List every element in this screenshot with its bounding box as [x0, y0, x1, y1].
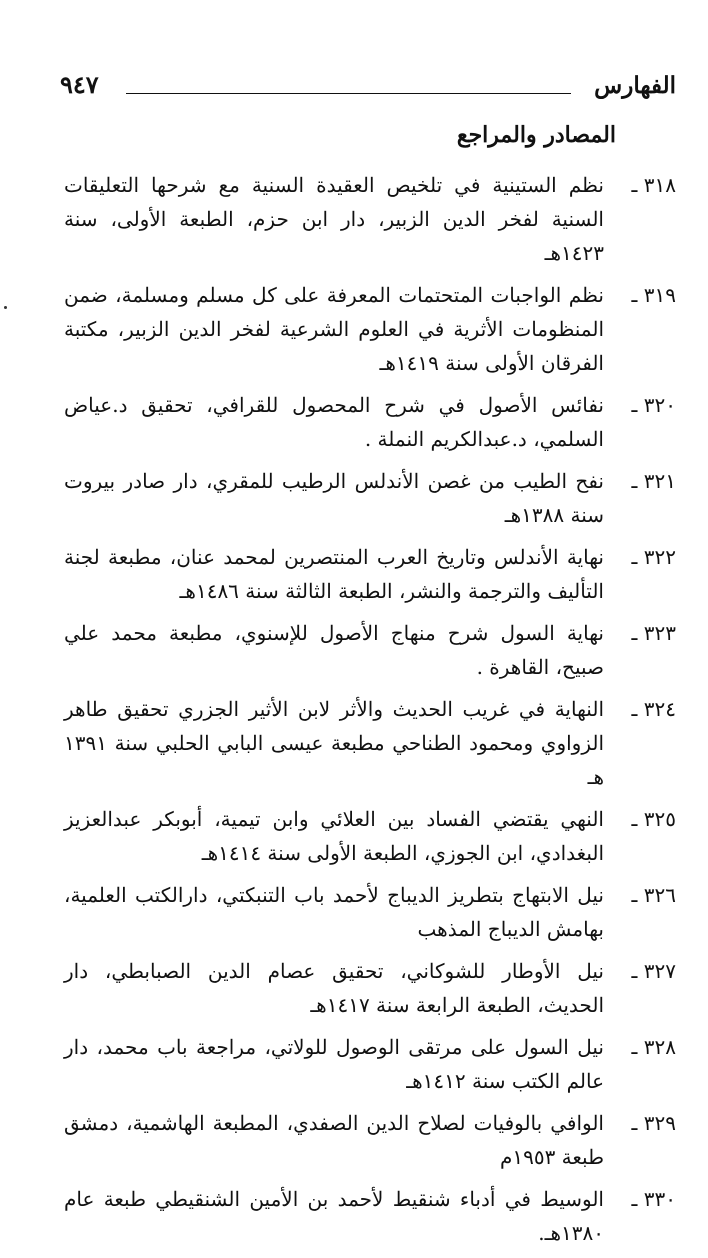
reference-entry — [64, 692, 676, 794]
reference-list — [64, 168, 676, 1258]
entry-text: نفائس الأصول في شرح المحصول للقرافي، تحقيق د.عياض السلمي، د.عبدالكريم النملة . — [64, 393, 604, 451]
entry-number: ٣٢٦ ـ — [631, 883, 676, 907]
entry-number: ٣٣٠ ـ — [631, 1187, 676, 1211]
margin-mark — [4, 306, 7, 309]
entry-number: ٣٢٩ ـ — [631, 1111, 676, 1135]
reference-entry — [64, 464, 676, 532]
entry-text: نفح الطيب من غصن الأندلس الرطيب للمقري، دار صادر بيروت سنة ١٣٨٨هـ — [64, 469, 604, 527]
entry-number: ٣١٨ ـ — [631, 173, 676, 197]
entry-text: الوسيط في أدباء شنقيط لأحمد بن الأمين الشنقيطي طبعة عام ١٣٨٠هـ. — [64, 1187, 604, 1245]
entry-text: نيل السول على مرتقى الوصول للولاتي، مراجعة باب محمد، دار عالم الكتب سنة ١٤١٢هـ — [64, 1035, 605, 1093]
entry-text: النهي يقتضي الفساد بين العلائي وابن تيمية، أبوبكر عبدالعزيز البغدادي، ابن الجوزي، الطبعة الأولى سنة ١٤١٤هـ — [64, 807, 604, 865]
header-title: الفهارس — [594, 72, 676, 99]
reference-entry — [64, 616, 676, 684]
entry-text: نيل الأوطار للشوكاني، تحقيق عصام الدين الصبابطي، دار الحديث، الطبعة الرابعة سنة ١٤١٧هـ — [64, 959, 604, 1017]
entry-number: ٣٢٤ ـ — [631, 697, 676, 721]
entry-text: نهاية الأندلس وتاريخ العرب المنتصرين لمحمد عنان، مطبعة لجنة التأليف والترجمة والنشر، الطبعة الثالثة سنة ١٤٨٦هـ — [64, 545, 604, 603]
reference-entry — [64, 278, 676, 380]
page-number: ٩٤٧ — [60, 70, 99, 99]
entry-number: ٣٢٣ ـ — [631, 621, 676, 645]
entry-text: نيل الابتهاج بتطريز الديباج لأحمد باب التنبكتي، دارالكتب العلمية، بهامش الديباج المذهب — [64, 883, 604, 941]
reference-entry — [64, 1030, 676, 1098]
reference-entry — [64, 878, 676, 946]
reference-entry — [64, 168, 676, 270]
entry-number: ٣٢١ ـ — [631, 469, 676, 493]
entry-text: الوافي بالوفيات لصلاح الدين الصفدي، المطبعة الهاشمية، دمشق طبعة ١٩٥٣م — [64, 1111, 604, 1169]
reference-entry — [64, 954, 676, 1022]
reference-entry — [64, 540, 676, 608]
header-rule — [126, 93, 571, 94]
reference-entry — [64, 1182, 676, 1250]
entry-number: ٣٢٧ ـ — [631, 959, 676, 983]
section-title: المصادر والمراجع — [456, 122, 616, 148]
entry-number: ٣١٩ ـ — [631, 283, 676, 307]
entry-text: نظم الواجبات المتحتمات المعرفة على كل مسلم ومسلمة، ضمن المنظومات الأثرية في العلوم الشرعية لفخر الدين الزبير، مكتبة الفرقان الأولى سنة ١٤١٩هـ — [64, 283, 604, 375]
entry-text: نظم الستينية في تلخيص العقيدة السنية مع شرحها التعليقات السنية لفخر الدين الزبير، دار ابن حزم، الطبعة الأولى، سنة ١٤٢٣هـ — [64, 173, 604, 265]
reference-entry — [64, 388, 676, 456]
entry-number: ٣٢٢ ـ — [631, 545, 676, 569]
entry-text: النهاية في غريب الحديث والأثر لابن الأثير الجزري تحقيق طاهر الزواوي ومحمود الطناحي مطبعة عيسى البابي الحلبي سنة ١٣٩١ هـ — [64, 697, 604, 789]
page-header — [60, 68, 676, 102]
entry-number: ٣٢٠ ـ — [631, 393, 676, 417]
reference-entry — [64, 802, 676, 870]
reference-entry — [64, 1106, 676, 1174]
entry-number: ٣٢٥ ـ — [631, 807, 676, 831]
entry-text: نهاية السول شرح منهاج الأصول للإسنوي، مطبعة محمد علي صبيح، القاهرة . — [64, 621, 604, 679]
entry-number: ٣٢٨ ـ — [631, 1035, 676, 1059]
